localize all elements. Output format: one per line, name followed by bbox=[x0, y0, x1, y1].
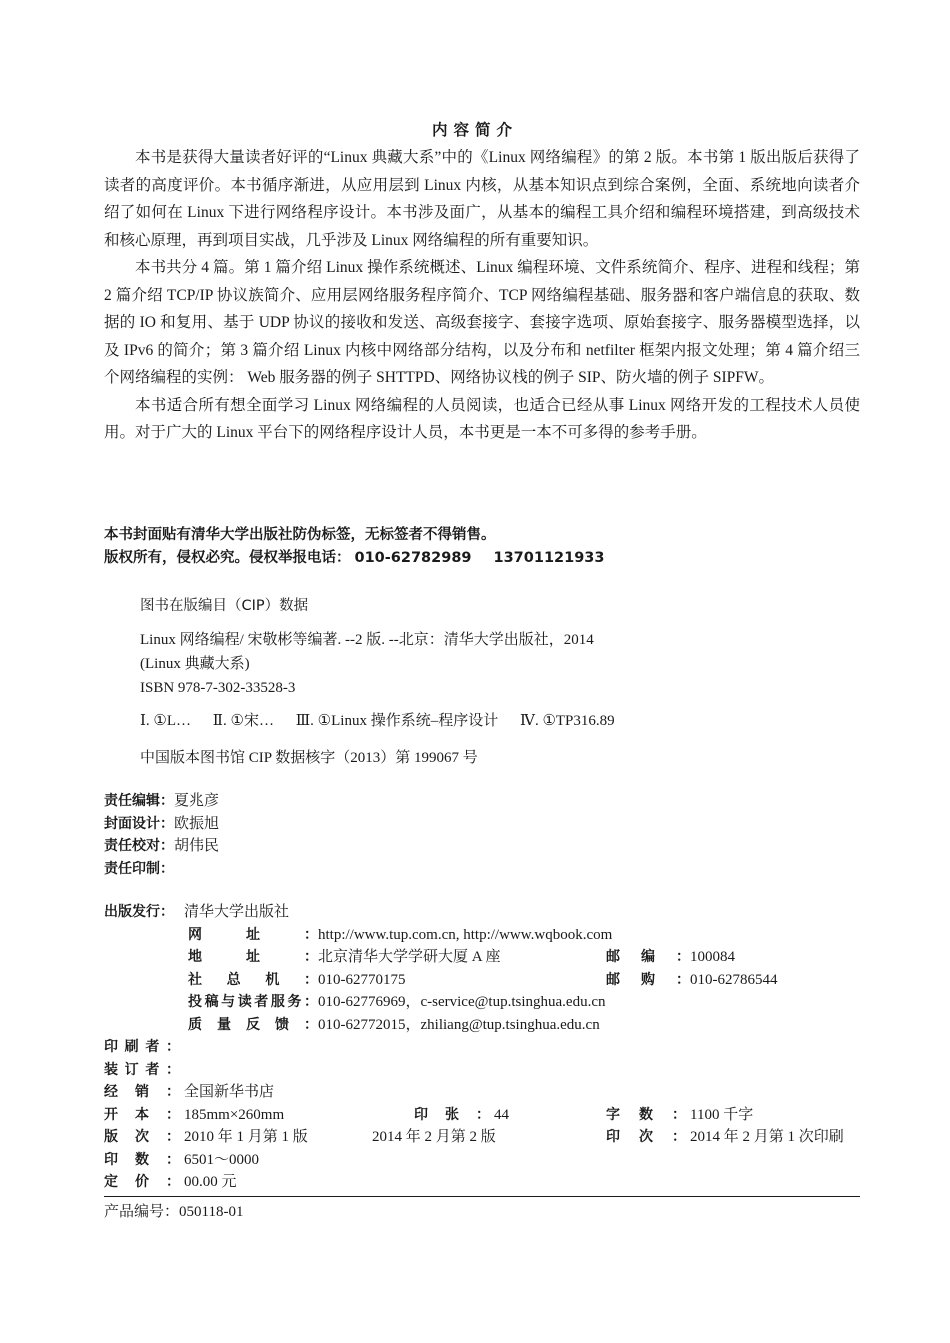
publisher-label: 出版发行： bbox=[104, 904, 174, 920]
staff-label: 封面设计： bbox=[104, 815, 174, 832]
format-label: 开本： bbox=[104, 1106, 180, 1123]
cip-line: (Linux 典藏大系) bbox=[140, 656, 250, 672]
cip-class-item: Ⅰ. ①L… bbox=[140, 713, 192, 729]
printer-row bbox=[104, 1036, 864, 1059]
intro-paragraph: 本书共分 4 篇。第 1 篇介绍 Linux 操作系统概述、Linux 编程环境、文件系统简介、程序、进程和线程；第 2 篇介绍 TCP/IP 协议族简介、应用层网络服务程序简介、TCP 网络编程基础、服务器和客户端信息的获取、数据的 IO 和复用、基于 UDP 协议的接收和发送、高级套接字、套接字选项、原始套接字、服务器模型选择，以及 IPv6 的简介；第 3 篇介绍 Linux 内核中网络部分结构，以及分布和 netfilter 框架内报文处理；第 4 篇介绍三个网络编程的实例： Web 服务器的例子 SHTTPD、网络协议栈的例子 SIP、防火墙的例子 SIPFW。 bbox=[104, 259, 860, 386]
price-row bbox=[104, 1171, 864, 1194]
print-run-row bbox=[104, 1149, 864, 1172]
cip-title: 图书在版编目（CIP）数据 bbox=[140, 598, 309, 614]
staff-row bbox=[104, 858, 219, 881]
staff-value: 夏兆彦 bbox=[174, 793, 220, 809]
publishing-info bbox=[104, 901, 864, 1194]
bottom-divider bbox=[104, 1196, 860, 1197]
report-phone-1: 010-62782989 bbox=[354, 550, 472, 566]
edition-row bbox=[104, 1126, 864, 1149]
staff-value: 欧振旭 bbox=[174, 815, 220, 832]
cip-line: Linux 网络编程/ 宋敬彬等编著. --2 版. --北京：清华大学出版社，2014 bbox=[140, 632, 594, 648]
cip-class-item: Ⅳ. ①TP316.89 bbox=[519, 713, 615, 729]
distributor-row bbox=[104, 1081, 864, 1104]
submission-value: 010-62776969，c-service@tup.tsinghua.edu.cn bbox=[318, 994, 606, 1010]
staff-label: 责任编辑： bbox=[104, 793, 174, 809]
website-row bbox=[104, 924, 864, 947]
intro-paragraph: 本书适合所有想全面学习 Linux 网络编程的人员阅读，也适合已经从事 Linux 网络开发的工程技术人员使用。对于广大的 Linux 平台下的网络程序设计人员，本书更是一本不可多得的参考手册。 bbox=[104, 396, 860, 441]
product-code: 产品编号：050118-01 bbox=[104, 1204, 244, 1220]
mail-order-value: 010-62786544 bbox=[690, 971, 778, 988]
publisher-row bbox=[104, 901, 864, 924]
publisher-value: 清华大学出版社 bbox=[184, 904, 290, 920]
edition-first: 2010 年 1 月第 1 版 bbox=[184, 1129, 308, 1145]
infringement-label: 版权所有，侵权必究。侵权举报电话： bbox=[104, 550, 351, 566]
staff-value: 胡伟民 bbox=[174, 838, 220, 854]
sheets-value: 44 bbox=[494, 1106, 509, 1123]
words-label: 字数： bbox=[606, 1106, 686, 1123]
staff-label: 责任校对： bbox=[104, 838, 174, 854]
feedback-row bbox=[104, 1014, 864, 1037]
format-value: 185mm×260mm bbox=[184, 1106, 285, 1123]
cip-line: ISBN 978-7-302-33528-3 bbox=[140, 680, 296, 696]
intro-title: 内容简介 bbox=[431, 121, 518, 139]
mail-order-label: 邮购： bbox=[606, 971, 690, 988]
cip-class-item: Ⅲ. ①Linux 操作系统–程序设计 bbox=[295, 713, 499, 729]
switchboard-label: 社总机： bbox=[188, 971, 318, 988]
infringement-report-line bbox=[104, 547, 604, 570]
distributor-label: 经销： bbox=[104, 1084, 180, 1100]
submission-row bbox=[104, 991, 864, 1014]
switchboard-row bbox=[104, 969, 864, 992]
switchboard-value: 010-62770175 bbox=[318, 971, 406, 988]
feedback-label: 质量反馈： bbox=[188, 1016, 318, 1033]
anti-counterfeit-notice: 本书封面贴有清华大学出版社防伪标签，无标签者不得销售。 bbox=[104, 527, 496, 543]
print-run-label: 印数： bbox=[104, 1151, 180, 1168]
printer-label: 印刷者： bbox=[104, 1039, 180, 1055]
words-value: 1100 千字 bbox=[690, 1106, 754, 1123]
intro-body bbox=[104, 144, 860, 447]
cip-record-number: 中国版本图书馆 CIP 数据核字（2013）第 199067 号 bbox=[140, 750, 478, 766]
distributor-value: 全国新华书店 bbox=[184, 1084, 275, 1100]
staff-row bbox=[104, 835, 219, 858]
binder-label: 装订者： bbox=[104, 1061, 180, 1078]
cip-classification bbox=[140, 709, 633, 730]
submission-label: 投稿与读者服务： bbox=[188, 994, 318, 1010]
address-label: 地址： bbox=[188, 949, 318, 965]
address-value: 北京清华大学学研大厦 A 座 bbox=[318, 949, 501, 965]
postcode-value: 100084 bbox=[690, 949, 735, 965]
postcode-label: 邮编： bbox=[606, 949, 690, 965]
staff-label: 责任印制： bbox=[104, 860, 174, 877]
staff-list bbox=[104, 790, 219, 880]
cip-record bbox=[140, 628, 594, 700]
edition-label: 版次： bbox=[104, 1129, 180, 1145]
website-value: http://www.tup.com.cn, http://www.wqbook.com bbox=[318, 926, 613, 943]
format-row bbox=[104, 1104, 864, 1127]
impression-label: 印次： bbox=[606, 1129, 686, 1145]
print-run-value: 6501～0000 bbox=[184, 1151, 260, 1168]
report-phone-2: 13701121933 bbox=[493, 550, 605, 566]
copyright-notice bbox=[104, 524, 604, 570]
staff-row bbox=[104, 813, 219, 836]
address-row bbox=[104, 946, 864, 969]
price-value: 00.00 元 bbox=[184, 1174, 237, 1190]
price-label: 定价： bbox=[104, 1174, 180, 1190]
staff-row bbox=[104, 790, 219, 813]
cip-class-item: Ⅱ. ①宋… bbox=[212, 713, 274, 729]
sheets-label: 印张： bbox=[414, 1106, 490, 1123]
feedback-value: 010-62772015，zhiliang@tup.tsinghua.edu.cn bbox=[318, 1016, 600, 1033]
impression-value: 2014 年 2 月第 1 次印刷 bbox=[690, 1129, 844, 1145]
website-label: 网址： bbox=[188, 926, 318, 943]
edition-second: 2014 年 2 月第 2 版 bbox=[372, 1129, 496, 1145]
binder-row bbox=[104, 1059, 864, 1082]
intro-paragraph: 本书是获得大量读者好评的“Linux 典藏大系”中的《Linux 网络编程》的第 2 版。本书第 1 版出版后获得了读者的高度评价。本书循序渐进，从应用层到 Linux 内核，从基本知识点到综合案例，全面、系统地向读者介绍了如何在 Linux 下进行网络程序设计。本书涉及面广，从基本的编程工具介绍和编程环境搭建，到高级技术和核心原理，再到项目实战，几乎涉及 Linux 网络编程的所有重要知识。 bbox=[104, 149, 860, 249]
